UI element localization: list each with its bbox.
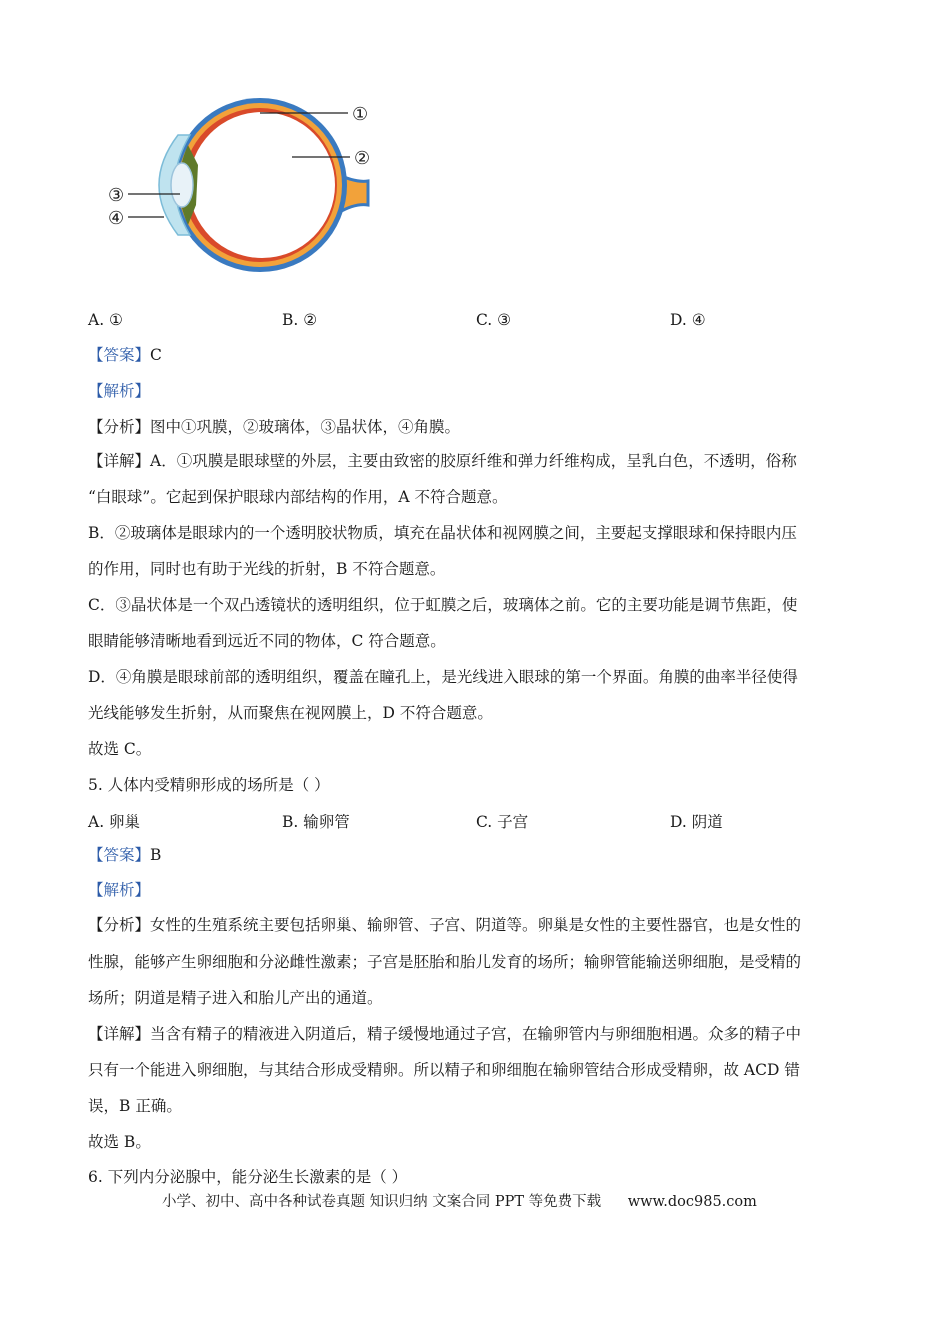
q5-line: 【详解】当含有精子的精液进入阴道后，精子缓慢地通过子宫，在输卵管内与卵细胞相遇。众多的精子中: [88, 1025, 802, 1043]
q5-answer: [88, 845, 161, 865]
q5-option-a: A. 卵巢: [88, 813, 141, 831]
vitreous-body: [189, 112, 335, 258]
q4-answer: [88, 345, 162, 365]
eye-diagram: [100, 95, 390, 280]
q4-analysis-tag: 【解析】: [88, 382, 151, 400]
q5-line: 故选 B。: [88, 1133, 151, 1151]
page-footer: [162, 1190, 757, 1211]
q5-option-d: D. 阴道: [670, 813, 723, 831]
q4-line: “白眼球”。它起到保护眼球内部结构的作用，A 不符合题意。: [88, 488, 508, 506]
answer-tag: 【答案】: [88, 346, 151, 364]
eye-cross-section: [100, 95, 390, 280]
q4-line: C．③晶状体是一个双凸透镜状的透明组织，位于虹膜之后，玻璃体之前。它的主要功能是调节焦距，使: [88, 596, 798, 614]
q4-line: D．④角膜是眼球前部的透明组织，覆盖在瞳孔上，是光线进入眼球的第一个界面。角膜的曲率半径使得: [88, 668, 798, 686]
lens: [171, 163, 193, 207]
q5-line: 性腺，能够产生卵细胞和分泌雌性激素；子宫是胚胎和胎儿发育的场所；输卵管能输送卵细胞，是受精的: [88, 953, 802, 971]
answer-value: B: [150, 846, 162, 864]
footer-url[interactable]: www.doc985.com: [627, 1194, 757, 1210]
marker-3: ③: [108, 185, 125, 206]
q5-options: [88, 810, 868, 832]
q5-line: 只有一个能进入卵细胞，与其结合形成受精卵。所以精子和卵细胞在输卵管结合形成受精卵，故 ACD 错: [88, 1061, 800, 1079]
marker-2: ②: [354, 148, 371, 169]
q5-line: 场所；阴道是精子进入和胎儿产出的通道。: [88, 989, 383, 1007]
q4-option-a: A. ①: [88, 311, 123, 329]
q5-analysis-tag: 【解析】: [88, 881, 151, 899]
q4-line: 【详解】A．①巩膜是眼球壁的外层，主要由致密的胶原纤维和弹力纤维构成，呈乳白色，不透明，俗称: [88, 452, 797, 470]
q4-line: 的作用，同时也有助于光线的折射，B 不符合题意。: [88, 560, 446, 578]
q5-line: 误，B 正确。: [88, 1097, 182, 1115]
q5-option-c: C. 子宫: [476, 813, 529, 831]
q4-line: 故选 C。: [88, 740, 152, 758]
q4-line: 眼睛能够清晰地看到远近不同的物体，C 符合题意。: [88, 632, 446, 650]
answer-tag: 【答案】: [88, 846, 151, 864]
q4-options: [88, 311, 868, 333]
answer-value: C: [150, 346, 162, 364]
q5-option-b: B. 输卵管: [282, 813, 350, 831]
q4-line: 光线能够发生折射，从而聚焦在视网膜上，D 不符合题意。: [88, 704, 493, 722]
q4-option-c: C. ③: [476, 311, 512, 329]
q5-stem: 5. 人体内受精卵形成的场所是（ ）: [88, 776, 330, 794]
footer-text: 小学、初中、高中各种试卷真题 知识归纳 文案合同 PPT 等免费下载: [162, 1194, 602, 1210]
q4-option-b: B. ②: [282, 311, 318, 329]
q6-stem: 6. 下列内分泌腺中，能分泌生长激素的是（ ）: [88, 1168, 408, 1186]
marker-4: ④: [108, 208, 125, 229]
marker-1: ①: [352, 104, 369, 125]
q4-line: 【分析】图中①巩膜，②玻璃体，③晶状体，④角膜。: [88, 418, 461, 436]
q4-option-d: D. ④: [670, 311, 706, 329]
q4-line: B．②玻璃体是眼球内的一个透明胶状物质，填充在晶状体和视网膜之间，主要起支撑眼球和保持眼内压: [88, 524, 797, 542]
q5-line: 【分析】女性的生殖系统主要包括卵巢、输卵管、子宫、阴道等。卵巢是女性的主要性器官，也是女性的: [88, 916, 802, 934]
